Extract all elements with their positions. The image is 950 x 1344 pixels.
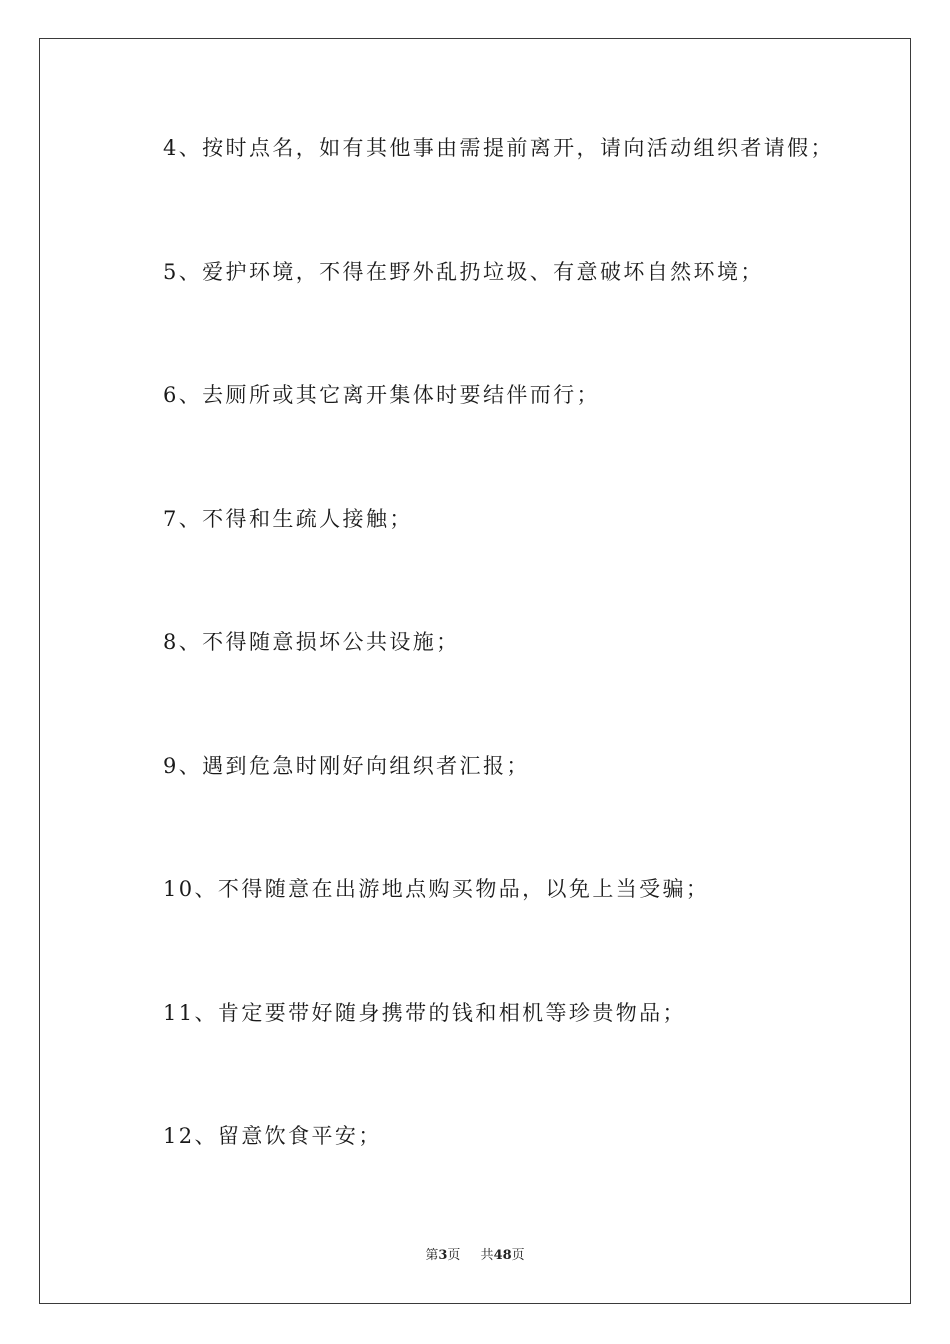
rule-item-7: 7、不得和生疏人接触；	[163, 506, 413, 531]
current-page-indicator	[425, 1247, 460, 1265]
current-page-number: 3	[438, 1248, 448, 1263]
rule-item-6: 6、去厕所或其它离开集体时要结伴而行；	[163, 383, 600, 407]
total-pages-indicator	[481, 1247, 525, 1265]
total-pages-number: 48	[493, 1248, 512, 1263]
current-page-prefix: 第	[425, 1248, 439, 1263]
rule-item-11: 11、肯定要带好随身携带的钱和相机等珍贵物品；	[163, 1000, 686, 1025]
rule-item-5: 5、爱护环境，不得在野外乱扔垃圾、有意破坏自然环境；	[163, 259, 764, 284]
rule-item-9: 9、遇到危急时刚好向组织者汇报；	[163, 753, 530, 778]
total-pages-prefix: 共	[480, 1248, 494, 1263]
total-pages-suffix: 页	[511, 1248, 525, 1263]
current-page-suffix: 页	[447, 1248, 461, 1263]
page-footer	[0, 1247, 950, 1265]
rule-item-4: 4、按时点名，如有其他事由需提前离开，请向活动组织者请假；	[163, 136, 834, 160]
rule-item-10: 10、不得随意在出游地点购买物品，以免上当受骗；	[163, 877, 710, 901]
rule-item-12: 12、留意饮食平安；	[163, 1124, 382, 1148]
rule-list	[163, 128, 863, 1240]
rule-item-8: 8、不得随意损坏公共设施；	[163, 630, 460, 654]
